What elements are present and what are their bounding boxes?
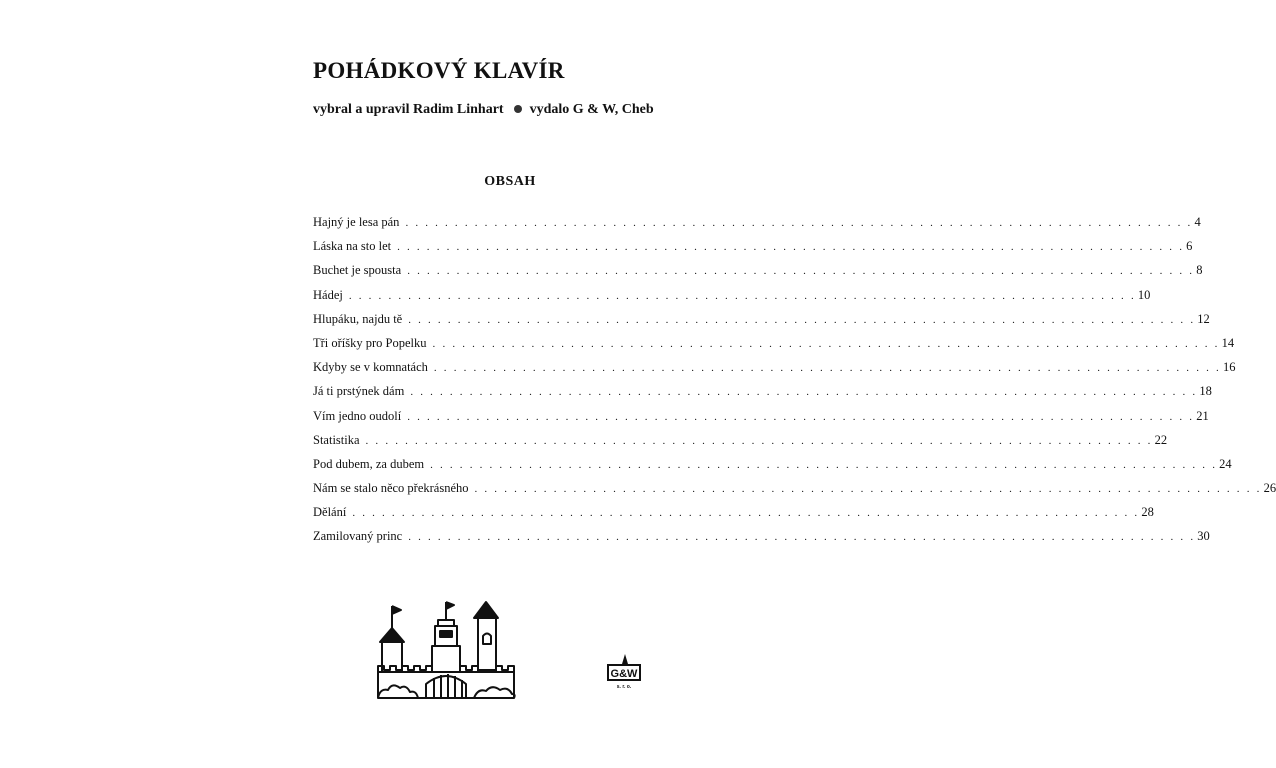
toc-entry-title: Vím jedno oudolí	[313, 408, 402, 423]
toc-entry-title: Hlupáku, najdu tě	[313, 311, 403, 326]
toc-entry-title: Láska na sto let	[313, 239, 392, 254]
toc-entry-page: 18	[1199, 384, 1212, 399]
toc-leader-dots: . . . . . . . . . . . . . . . . . . . . . . . . . . . . . . . . . . . . . . . . . . . . . . . . . . . . . . . . . . . . . . . . . . . . . . . . . . . . . . . .	[408, 531, 1196, 544]
toc-leader-dots: . . . . . . . . . . . . . . . . . . . . . . . . . . . . . . . . . . . . . . . . . . . . . . . . . . . . . . . . . . . . . . . . . . . . . . . . . . . . . . . .	[433, 362, 1221, 375]
toc-entry-page: 16	[1222, 360, 1236, 375]
toc-entry	[313, 478, 1276, 502]
toc-entry-page: 22	[1154, 432, 1168, 447]
book-credits	[313, 102, 654, 118]
toc-leader-dots: . . . . . . . . . . . . . . . . . . . . . . . . . . . . . . . . . . . . . . . . . . . . . . . . . . . . . . . . . . . . . . . . . . . . . . . . . . . . . . . .	[348, 289, 1136, 302]
toc-entry	[313, 333, 1235, 357]
toc-leader-dots: . . . . . . . . . . . . . . . . . . . . . . . . . . . . . . . . . . . . . . . . . . . . . . . . . . . . . . . . . . . . . . . . . . . . . . . . . . . . . . . .	[408, 313, 1196, 326]
toc-entry-page: 24	[1219, 456, 1232, 471]
book-title: POHÁDKOVÝ KLAVÍR	[313, 58, 565, 83]
toc-leader-dots: . . . . . . . . . . . . . . . . . . . . . . . . . . . . . . . . . . . . . . . . . . . . . . . . . . . . . . . . . . . . . . . . . . . . . . . . . . . . . . . .	[397, 241, 1185, 254]
publisher-logo	[605, 652, 643, 692]
toc-entry-title: Zamilovaný princ	[313, 529, 403, 544]
publisher-credit: vydalo G & W, Cheb	[529, 102, 654, 117]
toc-entry-page: 12	[1197, 311, 1210, 326]
toc-entry-page: 26	[1263, 481, 1276, 496]
logo-text: G&W	[610, 668, 638, 680]
toc-entry-title: Kdyby se v komnatách	[313, 360, 428, 375]
toc-entry	[313, 406, 1209, 430]
toc-entry-page: 28	[1141, 505, 1154, 520]
toc-entry-title: Pod dubem, za dubem	[313, 456, 425, 471]
toc-entry-page: 8	[1196, 263, 1203, 278]
bullet-icon	[514, 105, 522, 113]
toc-entry-title: Statistika	[313, 432, 360, 447]
toc-leader-dots: . . . . . . . . . . . . . . . . . . . . . . . . . . . . . . . . . . . . . . . . . . . . . . . . . . . . . . . . . . . . . . . . . . . . . . . . . . . . . . . .	[430, 458, 1218, 471]
toc-entry	[313, 381, 1212, 405]
toc-entry	[313, 502, 1154, 526]
toc-entry	[313, 526, 1210, 550]
toc-entry	[313, 212, 1201, 236]
toc-entry-page: 30	[1197, 529, 1210, 544]
toc-entry	[313, 454, 1232, 478]
logo-subtext: s. r. o.	[616, 684, 632, 690]
toc-heading: OBSAH	[484, 174, 536, 189]
toc-leader-dots: . . . . . . . . . . . . . . . . . . . . . . . . . . . . . . . . . . . . . . . . . . . . . . . . . . . . . . . . . . . . . . . . . . . . . . . . . . . . . . . .	[432, 337, 1220, 350]
table-of-contents	[313, 212, 1276, 551]
toc-entry-title: Hádej	[313, 287, 343, 302]
toc-entry	[313, 236, 1193, 260]
toc-entry-page: 21	[1196, 408, 1209, 423]
toc-entry-page: 14	[1221, 335, 1235, 350]
toc-leader-dots: . . . . . . . . . . . . . . . . . . . . . . . . . . . . . . . . . . . . . . . . . . . . . . . . . . . . . . . . . . . . . . . . . . . . . . . . . . . . . . . .	[352, 507, 1140, 520]
toc-entry	[313, 285, 1151, 309]
toc-entry-title: Dělání	[313, 505, 347, 520]
toc-entry-title: Hajný je lesa pán	[313, 215, 400, 229]
toc-entry-title: Buchet je spousta	[313, 263, 402, 278]
toc-leader-dots: . . . . . . . . . . . . . . . . . . . . . . . . . . . . . . . . . . . . . . . . . . . . . . . . . . . . . . . . . . . . . . . . . . . . . . . . . . . . . . . .	[407, 265, 1195, 278]
toc-entry-title: Nám se stalo něco překrásného	[313, 481, 469, 496]
toc-leader-dots: . . . . . . . . . . . . . . . . . . . . . . . . . . . . . . . . . . . . . . . . . . . . . . . . . . . . . . . . . . . . . . . . . . . . . . . . . . . . . . . .	[474, 483, 1262, 496]
toc-entry-page: 10	[1137, 287, 1151, 302]
toc-leader-dots: . . . . . . . . . . . . . . . . . . . . . . . . . . . . . . . . . . . . . . . . . . . . . . . . . . . . . . . . . . . . . . . . . . . . . . . . . . . . . . . .	[407, 410, 1195, 423]
toc-entry-title: Tři oříšky pro Popelku	[313, 335, 427, 350]
toc-entry-page: 4	[1194, 215, 1201, 229]
toc-entry	[313, 309, 1210, 333]
toc-leader-dots: . . . . . . . . . . . . . . . . . . . . . . . . . . . . . . . . . . . . . . . . . . . . . . . . . . . . . . . . . . . . . . . . . . . . . . . . . . . . . . . .	[405, 217, 1193, 229]
toc-leader-dots: . . . . . . . . . . . . . . . . . . . . . . . . . . . . . . . . . . . . . . . . . . . . . . . . . . . . . . . . . . . . . . . . . . . . . . . . . . . . . . . .	[365, 434, 1153, 447]
editor-credit: vybral a upravil Radim Linhart	[313, 102, 504, 117]
toc-entry	[313, 430, 1168, 454]
toc-entry-page: 6	[1186, 239, 1193, 254]
toc-entry	[313, 357, 1236, 381]
toc-leader-dots: . . . . . . . . . . . . . . . . . . . . . . . . . . . . . . . . . . . . . . . . . . . . . . . . . . . . . . . . . . . . . . . . . . . . . . . . . . . . . . . .	[410, 386, 1198, 399]
toc-entry	[313, 260, 1203, 284]
castle-illustration	[374, 598, 520, 704]
toc-entry-title: Já ti prstýnek dám	[313, 384, 405, 399]
